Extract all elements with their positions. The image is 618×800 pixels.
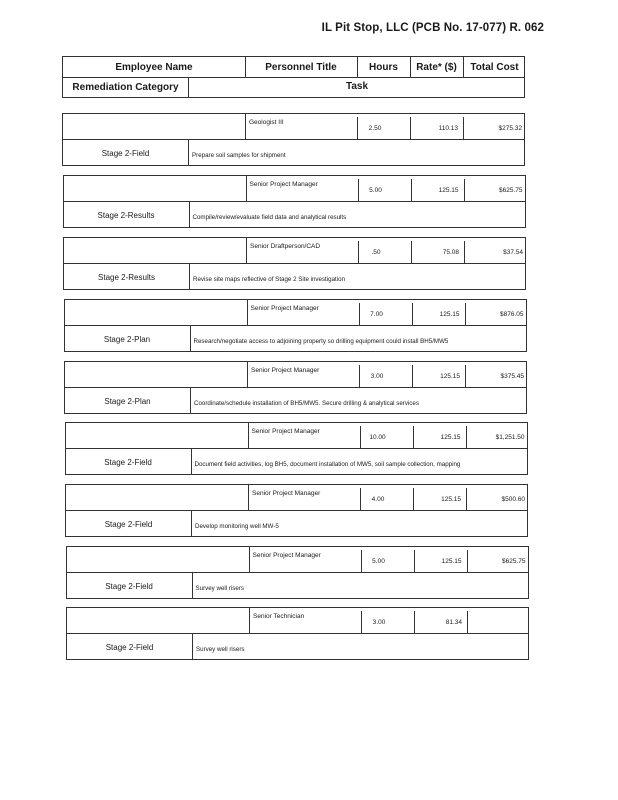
entry-bottom-row <box>64 325 527 352</box>
hours-value: 7.00 <box>370 311 383 318</box>
total-cost-value: $275.32 <box>498 125 522 132</box>
total-cost-value: $375.45 <box>500 373 524 380</box>
hours-value: 4.00 <box>371 496 385 503</box>
entry-top-row <box>62 113 525 140</box>
entry-top-row <box>63 237 526 264</box>
total-cost-value: $37.54 <box>503 249 523 256</box>
task-description: Develop monitoring well MW-5 <box>195 523 279 530</box>
remediation-category: Stage 2-Field <box>104 458 152 467</box>
remediation-category: Stage 2-Plan <box>103 335 151 344</box>
entry-bottom-row <box>65 510 528 537</box>
task-description: Survey well risers <box>196 646 245 653</box>
rate-value: 125.15 <box>441 558 462 565</box>
rate-value: 125.15 <box>441 496 461 503</box>
entry-row <box>0 237 618 291</box>
entry-row <box>0 546 618 600</box>
rate-value: 110.13 <box>438 125 458 132</box>
entry-row <box>0 484 618 538</box>
entry-top-row <box>65 422 528 449</box>
entry-top-row <box>63 175 526 202</box>
entry-bottom-row <box>65 448 528 475</box>
task-description: Research/negotiate access to adjoining property so drilling equipment could install BH5/MW5 <box>193 338 449 345</box>
hours-value: 10.00 <box>369 434 386 441</box>
entry-bottom-row <box>64 387 527 414</box>
entry-bottom-row <box>63 201 526 228</box>
personnel-title: Senior Project Manager <box>250 305 319 312</box>
rate-value: 125.15 <box>440 373 460 380</box>
entry-bottom-row <box>66 633 529 660</box>
total-cost-value: $625.75 <box>502 558 526 565</box>
remediation-category: Stage 2-Field <box>105 582 153 591</box>
hours-value: 5.00 <box>369 187 382 194</box>
personnel-title: Senior Project Manager <box>251 428 320 435</box>
entry-top-row <box>66 607 529 634</box>
entry-bottom-row <box>62 139 525 166</box>
hours-value: 2.50 <box>368 125 382 132</box>
entry-top-row <box>64 299 527 326</box>
personnel-title: Senior Project Manager <box>251 367 320 374</box>
entry-row <box>0 361 618 415</box>
remediation-category: Stage 2-Field <box>105 643 154 652</box>
personnel-title: Senior Technician <box>253 613 305 620</box>
hours-value: 3.00 <box>370 373 384 380</box>
entry-top-row <box>64 361 527 388</box>
hours-value: .50 <box>371 249 381 256</box>
personnel-title: Senior Draftperson/CAD <box>250 243 321 250</box>
remediation-category: Stage 2-Results <box>98 273 155 282</box>
entry-row <box>0 299 618 353</box>
hours-header: Hours <box>369 62 398 73</box>
document-header-title: IL Pit Stop, LLC (PCB No. 17-077) R. 062 <box>321 22 544 34</box>
total-cost-value: $500.60 <box>501 496 525 503</box>
entry-row <box>0 113 618 167</box>
remediation-category: Stage 2-Plan <box>104 397 151 406</box>
task-description: Revise site maps reflective of Stage 2 Site investigation <box>193 276 346 283</box>
employee-name-header: Employee Name <box>115 62 193 73</box>
task-description: Document field activities, log BH5, document installation of MW5, soil sample collection, mapping <box>194 461 461 468</box>
entry-top-row <box>65 484 528 511</box>
remediation-category-header: Remediation Category <box>72 82 179 93</box>
task-description: Compile/review/evaluate field data and analytical results <box>192 214 347 221</box>
personnel-title: Senior Project Manager <box>249 181 318 188</box>
remediation-category: Stage 2-Field <box>104 520 153 529</box>
remediation-category: Stage 2-Results <box>97 211 155 220</box>
task-header: Task <box>345 81 369 92</box>
table-header <box>62 56 525 98</box>
total-cost-value: $1,251.50 <box>495 434 525 441</box>
task-description: Prepare soil samples for shipment <box>192 152 286 159</box>
personnel-title: Senior Project Manager <box>252 490 321 497</box>
task-description: Coordinate/schedule installation of BH5/MW5. Secure drilling & analytical services <box>194 400 419 407</box>
entry-row <box>0 175 618 229</box>
rate-value: 125.15 <box>439 311 460 318</box>
hours-value: 5.00 <box>372 558 385 565</box>
personnel-title-header: Personnel Title <box>265 62 337 73</box>
entry-row <box>0 422 618 476</box>
total-cost-header: Total Cost <box>470 62 519 73</box>
rate-value: 125.15 <box>438 187 459 194</box>
entry-bottom-row <box>66 572 529 599</box>
entry-bottom-row <box>63 263 526 290</box>
hours-value: 3.00 <box>372 619 386 626</box>
rate-header: Rate* ($) <box>416 62 457 73</box>
rate-value: 81.34 <box>445 619 462 626</box>
entry-row <box>0 607 618 661</box>
task-description: Survey well risers <box>195 585 244 592</box>
personnel-title: Geologist III <box>249 119 284 126</box>
total-cost-value: $876.05 <box>500 311 524 318</box>
remediation-category: Stage 2-Field <box>101 149 150 158</box>
total-cost-value: $625.75 <box>499 187 523 194</box>
personnel-title: Senior Project Manager <box>252 552 321 559</box>
rate-value: 75.08 <box>442 249 459 256</box>
rate-value: 125.15 <box>440 434 461 441</box>
entry-top-row <box>66 546 529 573</box>
